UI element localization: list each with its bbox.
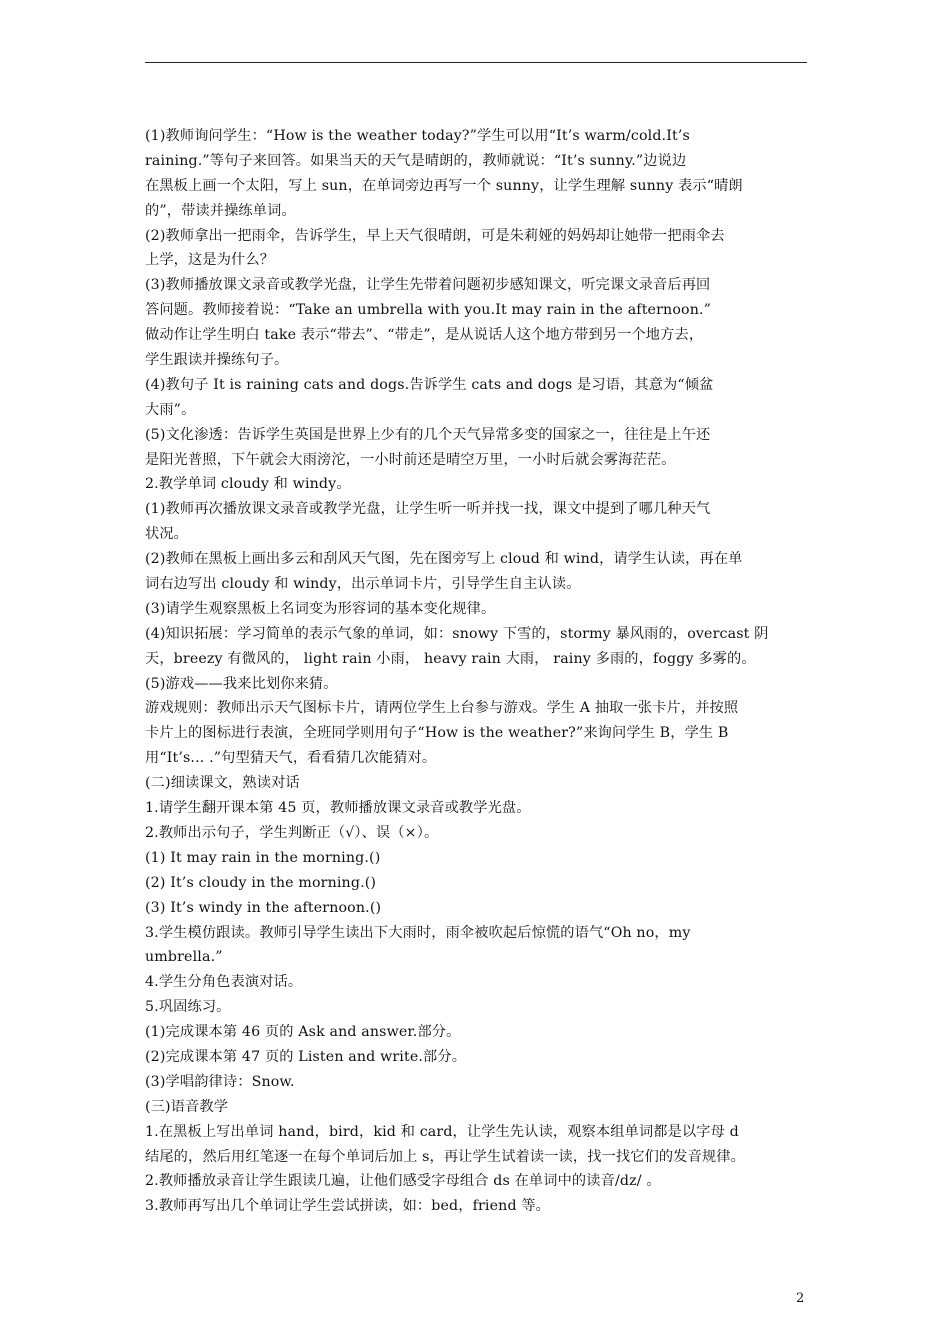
text-line: (1)完成课本第 46 页的 Ask and answer.部分。 bbox=[145, 1024, 461, 1041]
text-line: (2)教师拿出一把雨伞，告诉学生，早上天气很晴朗，可是朱莉娅的妈妈却让她带一把雨伞去 bbox=[145, 227, 725, 244]
text-line: 结尾的，然后用红笔逐一在每个单词后加上 s，再让学生试着读一读，找一找它们的发音规律。 bbox=[145, 1148, 745, 1165]
text-line: 天，breezy 有微风的， light rain 小雨， heavy rain 大雨， rainy 多雨的，foggy 多雾的。 bbox=[145, 650, 756, 667]
text-line: 1.在黑板上写出单词 hand，bird，kid 和 card，让学生先认读，观察本组单词都是以字母 d bbox=[145, 1123, 739, 1140]
text-line: 游戏规则：教师出示天气图标卡片，请两位学生上台参与游戏。学生 A 抽取一张卡片，并按照 bbox=[145, 700, 739, 717]
text-line: 状况。 bbox=[145, 526, 189, 543]
text-line: (2)教师在黑板上画出多云和刮风天气图，先在图旁写上 cloud 和 wind，请学生认读，再在单 bbox=[145, 551, 743, 568]
text-line: 用“It’s... .”句型猜天气，看看猜几次能猜对。 bbox=[145, 750, 437, 767]
text-line: (5)游戏——我来比划你来猜。 bbox=[145, 675, 338, 692]
text-line: (二)细读课文，熟读对话 bbox=[145, 775, 300, 792]
text-line: (1) It may rain in the morning.() bbox=[145, 849, 381, 866]
text-line: 2.教师播放录音让学生跟读几遍，让他们感受字母组合 ds 在单词中的读音/dz/ 。 bbox=[145, 1173, 661, 1190]
text-line: (3)教师播放课文录音或教学光盘，让学生先带着问题初步感知课文，听完课文录音后再回 bbox=[145, 277, 711, 294]
text-line: (三)语音教学 bbox=[145, 1098, 229, 1115]
text-line: (4)知识拓展：学习简单的表示气象的单词，如：snowy 下雪的，stormy 暴风雨的，overcast 阴 bbox=[145, 625, 769, 642]
text-line: (2)完成课本第 47 页的 Listen and write.部分。 bbox=[145, 1048, 467, 1065]
text-line: (2) It’s cloudy in the morning.() bbox=[145, 874, 377, 891]
text-line: raining.”等句子来回答。如果当天的天气是晴朗的，教师就说：“It’s sunny.”边说边 bbox=[145, 152, 687, 169]
text-line: 的”，带读并操练单词。 bbox=[145, 202, 296, 219]
text-line: 上学，这是为什么？ bbox=[145, 252, 275, 269]
text-line: (3)学唱韵律诗：Snow. bbox=[145, 1073, 295, 1090]
text-line: 2.教学单词 cloudy 和 windy。 bbox=[145, 476, 351, 493]
text-line: 3.教师再写出几个单词让学生尝试拼读，如：bed，friend 等。 bbox=[145, 1198, 551, 1215]
text-line: 3.学生模仿跟读。教师引导学生读出下大雨时，雨伞被吹起后惊慌的语气“Oh no，my bbox=[145, 924, 691, 941]
text-line: (5)文化渗透：告诉学生英国是世界上少有的几个天气异常多变的国家之一，往往是上午还 bbox=[145, 426, 711, 443]
text-line: 2.教师出示句子，学生判断正（√）、误（×）。 bbox=[145, 824, 439, 841]
text-line: (3)请学生观察黑板上名词变为形容词的基本变化规律。 bbox=[145, 600, 496, 617]
page-number: 2 bbox=[796, 1291, 805, 1306]
text-line: (4)教句子 It is raining cats and dogs.告诉学生 cats and dogs 是习语，其意为“倾盆 bbox=[145, 376, 714, 393]
text-line: 答问题。教师接着说：“Take an umbrella with you.It may rain in the afternoon.” bbox=[145, 302, 712, 319]
text-line: (1)教师询问学生：“How is the weather today?”学生可以用“It’s warm/cold.It’s bbox=[145, 128, 690, 144]
text-line: 是阳光普照，下午就会大雨滂沱，一小时前还是晴空万里，一小时后就会雾海茫茫。 bbox=[145, 451, 676, 468]
text-line: 1.请学生翻开课本第 45 页，教师播放课文录音或教学光盘。 bbox=[145, 800, 531, 817]
text-line: 做动作让学生明白 take 表示“带去”、“带走”，是从说话人这个地方带到另一个地方去， bbox=[145, 327, 704, 344]
header-rule bbox=[145, 62, 807, 63]
text-line: 学生跟读并操练句子。 bbox=[145, 352, 289, 369]
text-line: 卡片上的图标进行表演，全班同学则用句子“How is the weather?”来询问学生 B，学生 B bbox=[145, 725, 729, 742]
text-line: (1)教师再次播放课文录音或教学光盘，让学生听一听并找一找，课文中提到了哪几种天气 bbox=[145, 501, 711, 518]
text-line: 大雨”。 bbox=[145, 401, 196, 418]
text-line: (3) It’s windy in the afternoon.() bbox=[145, 899, 382, 916]
text-line: umbrella.” bbox=[145, 949, 223, 966]
text-line: 在黑板上画一个太阳，写上 sun，在单词旁边再写一个 sunny，让学生理解 sunny 表示“晴朗 bbox=[145, 177, 743, 194]
text-line: 5.巩固练习。 bbox=[145, 999, 231, 1016]
text-line: 词右边写出 cloudy 和 windy，出示单词卡片，引导学生自主认读。 bbox=[145, 576, 581, 593]
document-body bbox=[145, 124, 809, 1219]
text-line: 4.学生分角色表演对话。 bbox=[145, 974, 303, 991]
